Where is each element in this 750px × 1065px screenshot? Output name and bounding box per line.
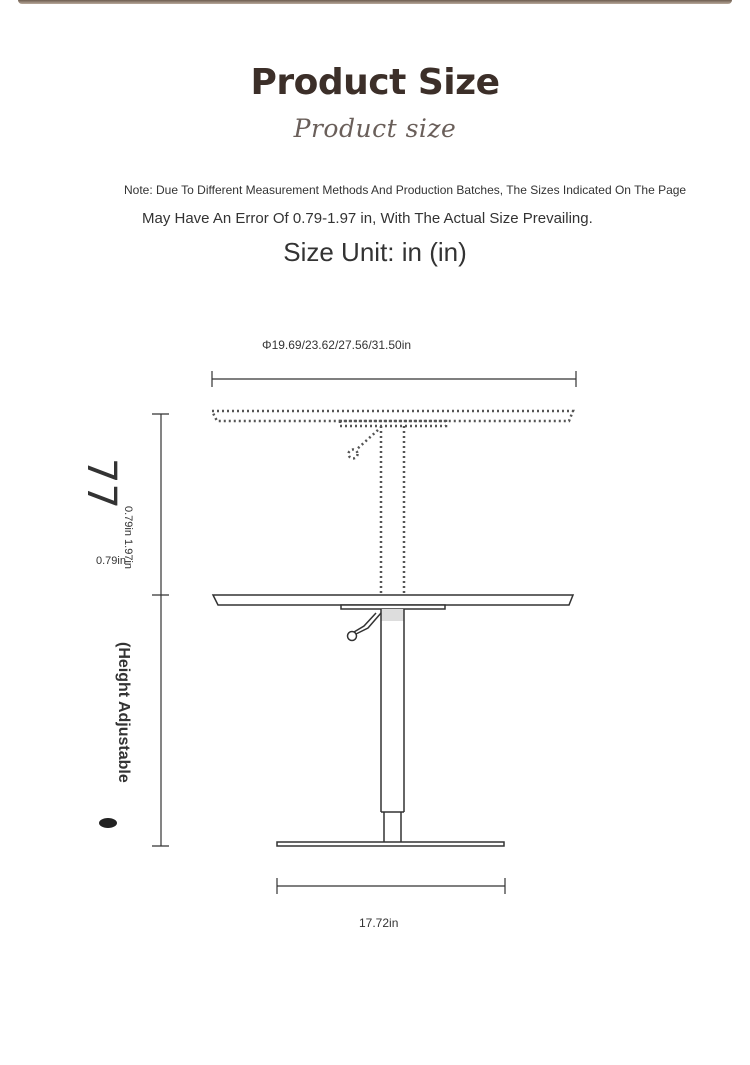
tabletop-diameter-dimension-line [212,371,576,387]
size-unit-label: Size Unit: in (in) [283,237,467,267]
lowered-tabletop-outline [213,595,573,609]
table-column [381,609,404,842]
height-adjust-lever [348,613,382,641]
measurement-note-line-1: Note: Due To Different Measurement Methods And Production Batches, The Sizes Indicated On The Page [124,183,687,197]
height-value-label: 77 [78,458,124,509]
page-title: Product Size [250,62,500,103]
height-small-label: 0.79in [96,555,126,567]
raised-tabletop-outline [212,411,573,594]
height-dimension-line [152,414,169,846]
base-width-label: 17.72in [359,916,399,930]
tabletop-diameter-label: Φ19.69/23.62/27.56/31.50in [262,338,412,352]
height-range-label: 0.79in 1.97in [122,506,134,569]
measurement-note-line-2: May Have An Error Of 0.79-1.97 in, With The Actual Size Prevailing. [142,210,593,227]
height-adjustable-label: (Height Adjustable [115,642,132,783]
table-base-plate [277,842,504,846]
base-width-dimension-line [277,878,505,894]
ink-mark [99,818,117,828]
page-subtitle-script: Product size [293,114,457,143]
